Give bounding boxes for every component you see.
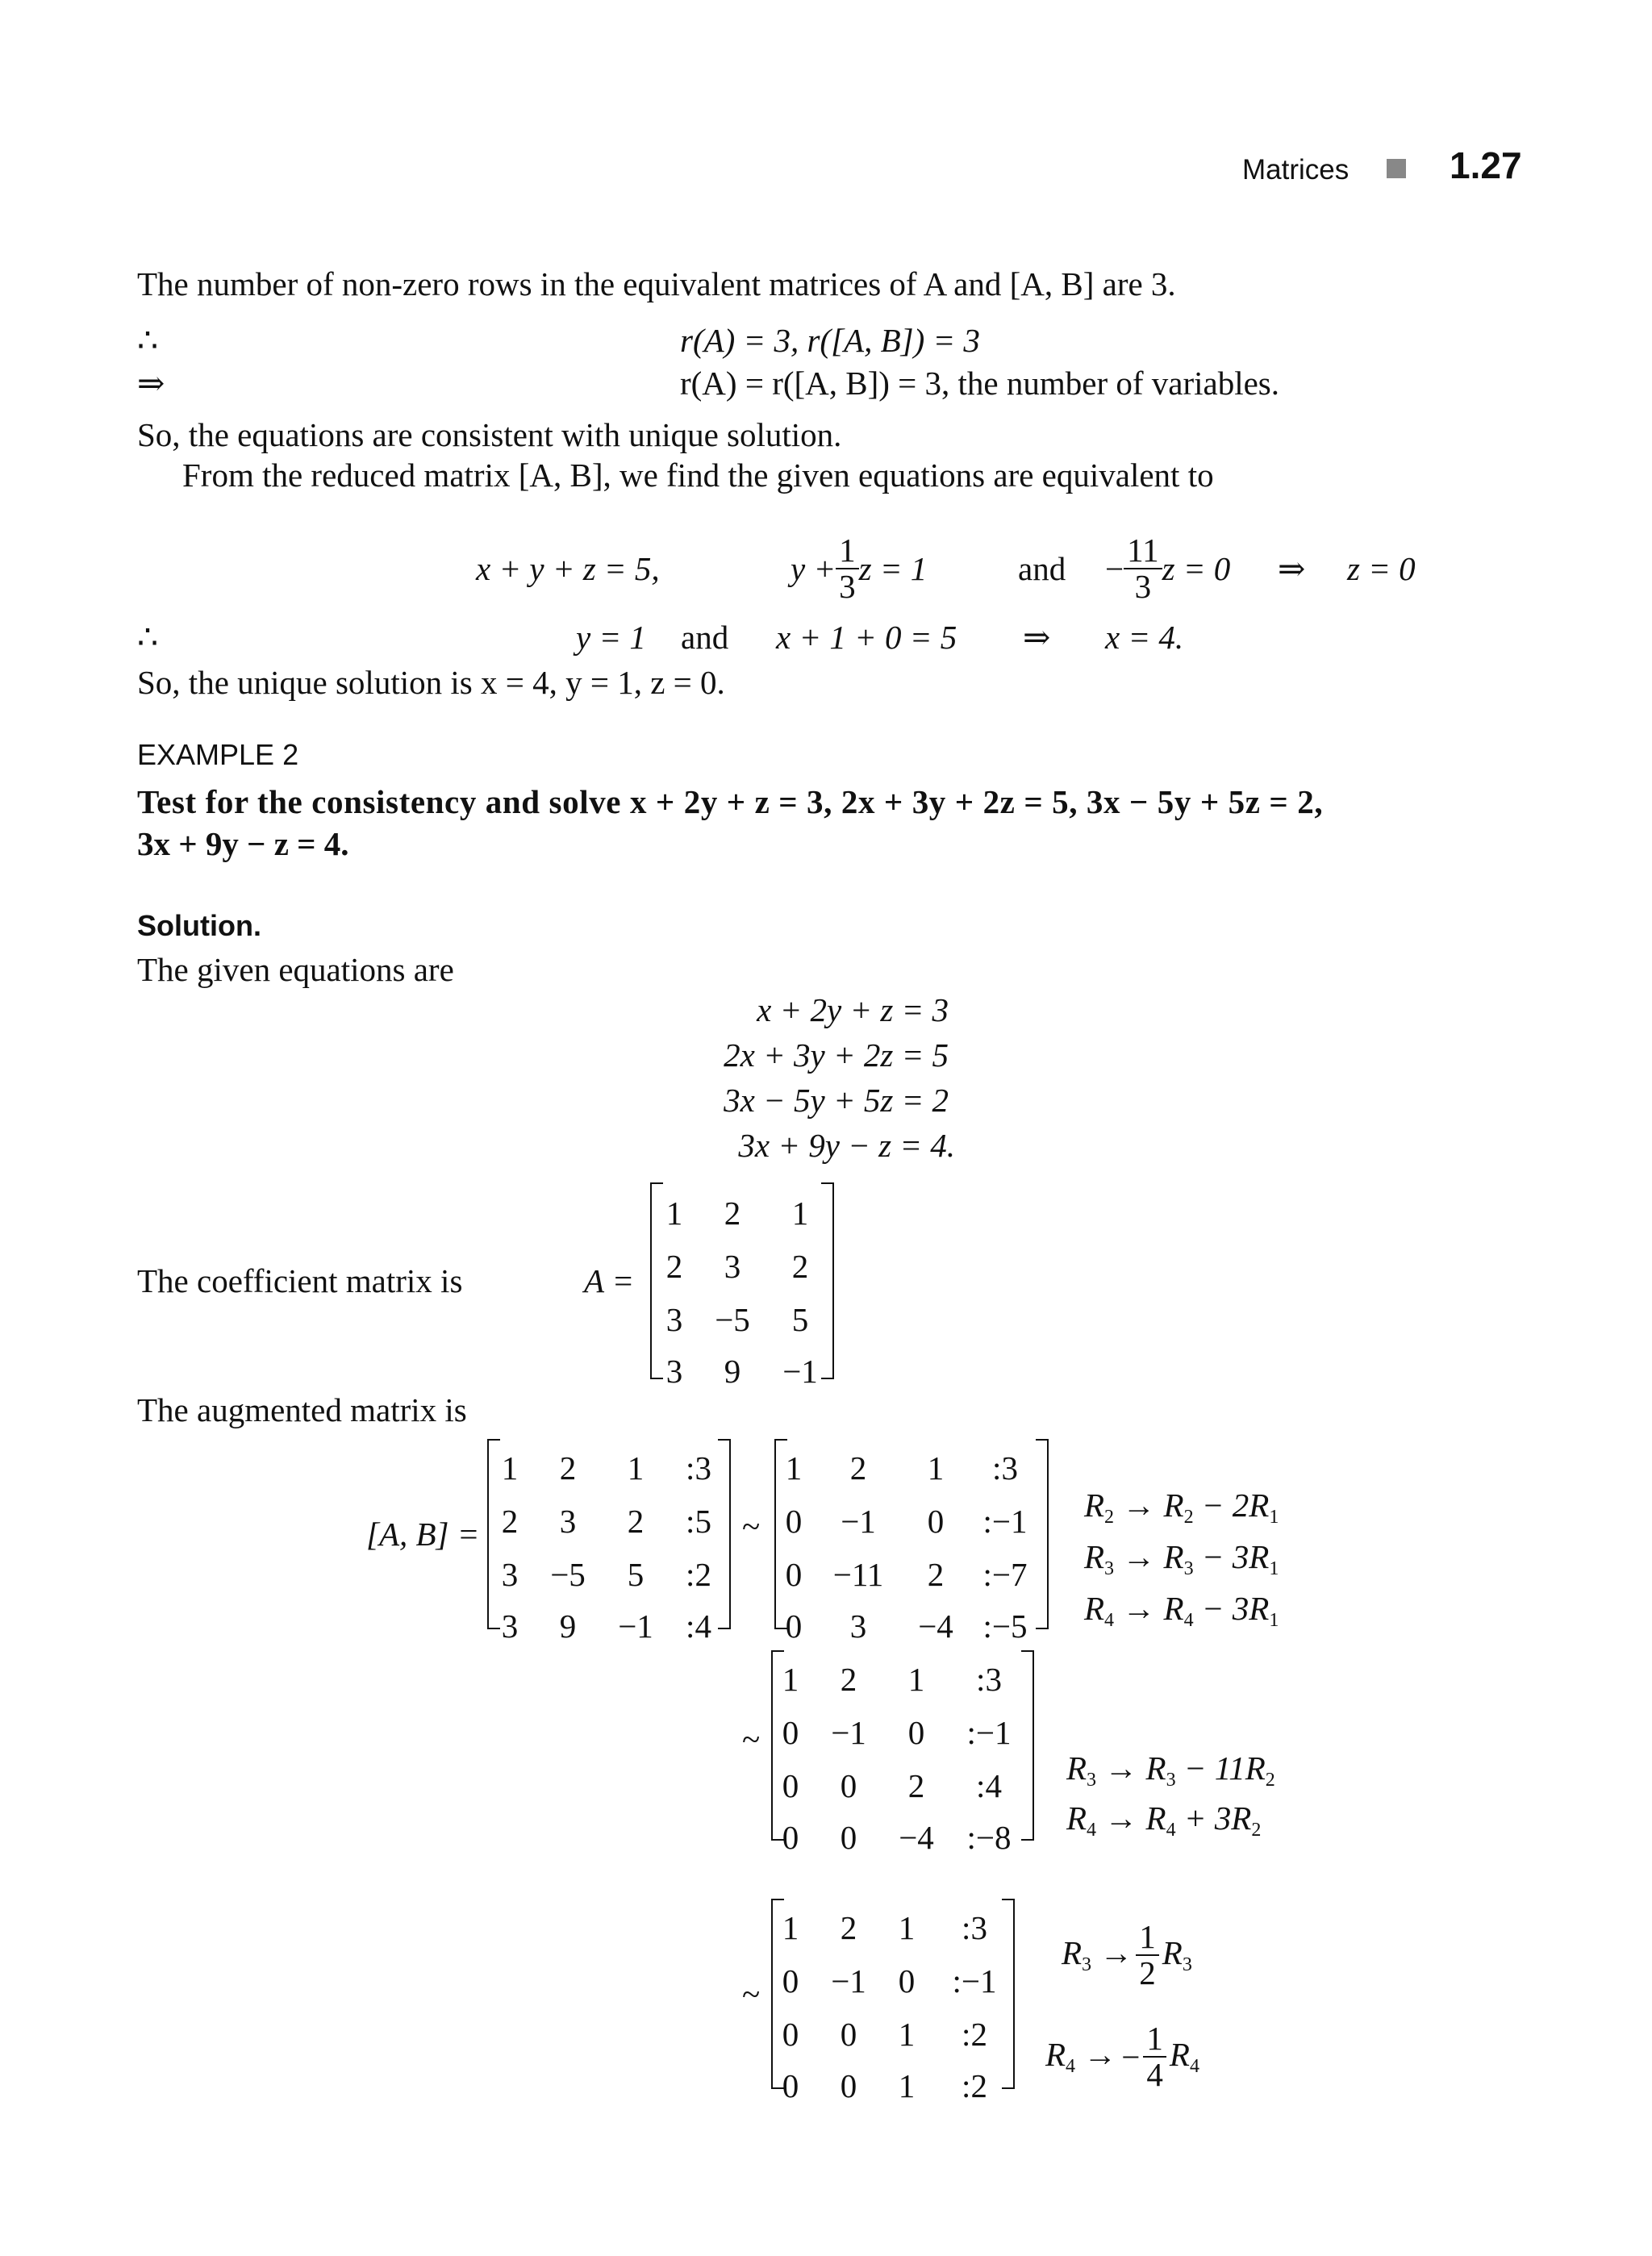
denominator: 3: [1134, 568, 1152, 605]
matrix-cell: 3: [665, 1301, 683, 1338]
op-lhs: $R_4$ →: [1045, 2035, 1117, 2077]
matrix-cell: 1: [898, 2016, 916, 2053]
and-word: and: [1018, 550, 1066, 587]
op-fraction: [1136, 1917, 1159, 1991]
denominator: 4: [1146, 2056, 1163, 2093]
row-operation-label: [1045, 2016, 1199, 2097]
matrix-cell: 0: [840, 2016, 857, 2053]
problem-statement-line-2: 3x + 9y − z = 4.: [137, 825, 349, 862]
matrix-cell: 2: [501, 1503, 519, 1540]
matrix-cell: 0: [840, 1819, 857, 1856]
row-equivalent-tilde: ~: [742, 1720, 761, 1758]
matrix-cell: 0: [782, 2016, 799, 2053]
fraction-one-third: [836, 533, 859, 604]
eq2-left: y +: [791, 549, 836, 587]
augmented-matrix-3: [771, 1650, 1034, 1856]
matrix-cell: :2: [962, 2067, 987, 2104]
matrix-bracket-right: [1002, 1899, 1015, 2089]
numerator: 1: [836, 533, 859, 569]
matrix-cell: −4: [918, 1608, 953, 1645]
op-rhs: $R_3$: [1162, 1933, 1192, 1975]
matrix-cell: 0: [782, 1819, 799, 1856]
row-equivalent-tilde: ~: [742, 1975, 761, 2012]
reduced-matrix-text: From the reduced matrix [A, B], we find the given equations are equivalent to: [182, 457, 1214, 494]
numerator: 11: [1124, 533, 1162, 569]
matrix-cell: 0: [782, 1962, 799, 2000]
equation-3: [1105, 528, 1230, 609]
z-result: z = 0: [1347, 550, 1416, 587]
augmented-matrix-2: [774, 1439, 1049, 1645]
coefficient-matrix: [650, 1182, 834, 1390]
matrix-cell: 3: [559, 1503, 577, 1540]
rank-values: r(A) = 3, r([A, B]) = 3: [680, 322, 980, 359]
matrix-cell: :−8: [966, 1819, 1012, 1856]
matrix-cell: −4: [899, 1819, 934, 1856]
op-sign: −: [1121, 2037, 1141, 2075]
matrix-cell: 0: [898, 1962, 916, 2000]
example-label: EXAMPLE 2: [137, 738, 299, 771]
row-operation-label: [1062, 1915, 1192, 1995]
matrix-cell: :−5: [982, 1608, 1028, 1645]
header-square-icon: [1387, 159, 1406, 178]
matrix-cell: 0: [927, 1503, 945, 1540]
matrix-cell: 0: [785, 1556, 803, 1593]
eq3-sign: −: [1105, 549, 1124, 587]
matrix-cell: 3: [665, 1353, 683, 1390]
op-lhs: $R_3$ →: [1062, 1933, 1133, 1975]
x-value: x = 4.: [1105, 619, 1184, 656]
implies-symbol: ⇒: [1023, 619, 1051, 656]
row-equivalent-tilde: ~: [742, 1507, 761, 1545]
row-operation-label: $R_4 \to R_4 - 3R_1$: [1084, 1590, 1279, 1631]
matrix-cell: 2: [840, 1909, 857, 1946]
matrix-cell: 5: [627, 1556, 645, 1593]
matrix-cell: 5: [791, 1301, 809, 1338]
given-equations-text: The given equations are: [137, 951, 454, 988]
consistency-statement: So, the equations are consistent with unique solution.: [137, 416, 842, 453]
matrix-cell: 2: [849, 1449, 867, 1487]
matrix-cell: :−1: [952, 1962, 997, 2000]
matrix-cell: −1: [618, 1608, 653, 1645]
matrix-bracket-left: [650, 1182, 663, 1379]
matrix-cell: 2: [665, 1248, 683, 1285]
given-equation-2: 2x + 3y + 2z = 5: [724, 1036, 949, 1074]
matrix-cell: 2: [724, 1195, 741, 1232]
coefficient-matrix-text: The coefficient matrix is: [137, 1262, 463, 1299]
eq3-right: z = 0: [1162, 549, 1231, 587]
rank-equality: r(A) = r([A, B]) = 3, the number of variables.: [680, 365, 1280, 402]
matrix-cell: −5: [550, 1556, 586, 1593]
matrix-cell: 0: [782, 1714, 799, 1751]
unique-solution-text: So, the unique solution is x = 4, y = 1, z = 0.: [137, 664, 725, 701]
matrix-cell: 1: [898, 1909, 916, 1946]
matrix-cell: 3: [849, 1608, 867, 1645]
matrix-cell: 3: [501, 1556, 519, 1593]
matrix-cell: 2: [791, 1248, 809, 1285]
numerator: 1: [1143, 2021, 1166, 2058]
matrix-bracket-left: [487, 1439, 500, 1629]
running-header-section: Matrices: [1242, 154, 1350, 186]
given-equation-3: 3x − 5y + 5z = 2: [724, 1082, 949, 1119]
op-rhs: $R_4$: [1169, 2035, 1199, 2077]
denominator: 2: [1139, 1954, 1156, 1991]
op-fraction: [1143, 2021, 1166, 2092]
matrix-cell: 2: [840, 1661, 857, 1698]
eq2-right: z = 1: [858, 549, 928, 587]
matrix-cell: −1: [841, 1503, 876, 1540]
matrix-cell: 1: [782, 1661, 799, 1698]
matrix-cell: −5: [715, 1301, 750, 1338]
y-value: y = 1: [576, 619, 646, 656]
matrix-cell: 1: [665, 1195, 683, 1232]
implies-symbol: ⇒: [1278, 550, 1306, 587]
matrix-cell: 9: [559, 1608, 577, 1645]
matrix-cell: :4: [976, 1767, 1002, 1804]
row-operation-label: $R_4 \to R_4 + 3R_2$: [1066, 1799, 1262, 1841]
and-word: and: [681, 619, 729, 656]
solution-label: Solution.: [137, 909, 261, 942]
matrix-A-label: A =: [584, 1262, 635, 1299]
matrix-cell: :5: [686, 1503, 711, 1540]
augmented-matrix-label: [A, B] =: [366, 1516, 480, 1553]
matrix-cell: 3: [501, 1608, 519, 1645]
denominator: 3: [839, 568, 856, 605]
matrix-cell: :3: [992, 1449, 1018, 1487]
matrix-cell: −11: [832, 1556, 884, 1593]
matrix-cell: :−1: [966, 1714, 1012, 1751]
matrix-cell: 1: [898, 2067, 916, 2104]
matrix-cell: 1: [927, 1449, 945, 1487]
matrix-cell: 2: [927, 1556, 945, 1593]
augmented-matrix-4: [771, 1899, 1015, 2104]
fraction-eleven-thirds: [1124, 533, 1162, 604]
matrix-cell: 1: [782, 1909, 799, 1946]
matrix-cell: 1: [907, 1661, 925, 1698]
matrix-cell: 1: [791, 1195, 809, 1232]
matrix-cell: 0: [840, 1767, 857, 1804]
matrix-cell: 1: [785, 1449, 803, 1487]
given-equation-1: x + 2y + z = 3: [757, 991, 949, 1028]
matrix-cell: 2: [907, 1767, 925, 1804]
given-equation-4: 3x + 9y − z = 4.: [738, 1127, 955, 1164]
matrix-bracket-right: [718, 1439, 731, 1629]
matrix-bracket-right: [1021, 1650, 1034, 1841]
matrix-cell: 2: [627, 1503, 645, 1540]
implies-symbol: ⇒: [137, 365, 165, 402]
matrix-cell: :3: [962, 1909, 987, 1946]
matrix-cell: :2: [686, 1556, 711, 1593]
matrix-cell: 0: [907, 1714, 925, 1751]
matrix-cell: :−1: [982, 1503, 1028, 1540]
matrix-cell: 2: [559, 1449, 577, 1487]
matrix-cell: 0: [782, 1767, 799, 1804]
matrix-cell: 0: [782, 2067, 799, 2104]
matrix-cell: −1: [782, 1353, 818, 1390]
matrix-cell: :4: [686, 1608, 711, 1645]
augmented-matrix-text: The augmented matrix is: [137, 1391, 467, 1428]
augmented-matrix-1: [487, 1439, 731, 1645]
matrix-cell: :−7: [982, 1556, 1028, 1593]
matrix-cell: −1: [831, 1962, 866, 2000]
matrix-cell: 0: [785, 1503, 803, 1540]
equation-2: [791, 528, 927, 609]
matrix-bracket-right: [1036, 1439, 1049, 1629]
matrix-bracket-right: [821, 1182, 834, 1379]
matrix-cell: 0: [785, 1608, 803, 1645]
matrix-cell: 3: [724, 1248, 741, 1285]
matrix-cell: 9: [724, 1353, 741, 1390]
nonzero-rows-text: The number of non-zero rows in the equivalent matrices of A and [A, B] are 3.: [137, 265, 1176, 302]
matrix-cell: 0: [840, 2067, 857, 2104]
matrix-cell: 1: [501, 1449, 519, 1487]
equation-1: x + y + z = 5,: [476, 550, 660, 587]
matrix-cell: 1: [627, 1449, 645, 1487]
matrix-cell: :3: [686, 1449, 711, 1487]
problem-statement-line-1: Test for the consistency and solve x + 2y + z = 3, 2x + 3y + 2z = 5, 3x − 5y + 5z = 2,: [137, 783, 1324, 820]
page-number: 1.27: [1450, 144, 1522, 186]
therefore-symbol: ∴: [137, 619, 159, 656]
row-operation-label: $R_2 \to R_2 - 2R_1$: [1084, 1487, 1279, 1528]
matrix-cell: :2: [962, 2016, 987, 2053]
matrix-cell: −1: [831, 1714, 866, 1751]
therefore-symbol: ∴: [137, 322, 159, 359]
row-operation-label: $R_3 \to R_3 - 11R_2$: [1066, 1749, 1275, 1791]
x-equation: x + 1 + 0 = 5: [776, 619, 957, 656]
numerator: 1: [1136, 1920, 1159, 1956]
row-operation-label: $R_3 \to R_3 - 3R_1$: [1084, 1538, 1279, 1579]
matrix-cell: :3: [976, 1661, 1002, 1698]
